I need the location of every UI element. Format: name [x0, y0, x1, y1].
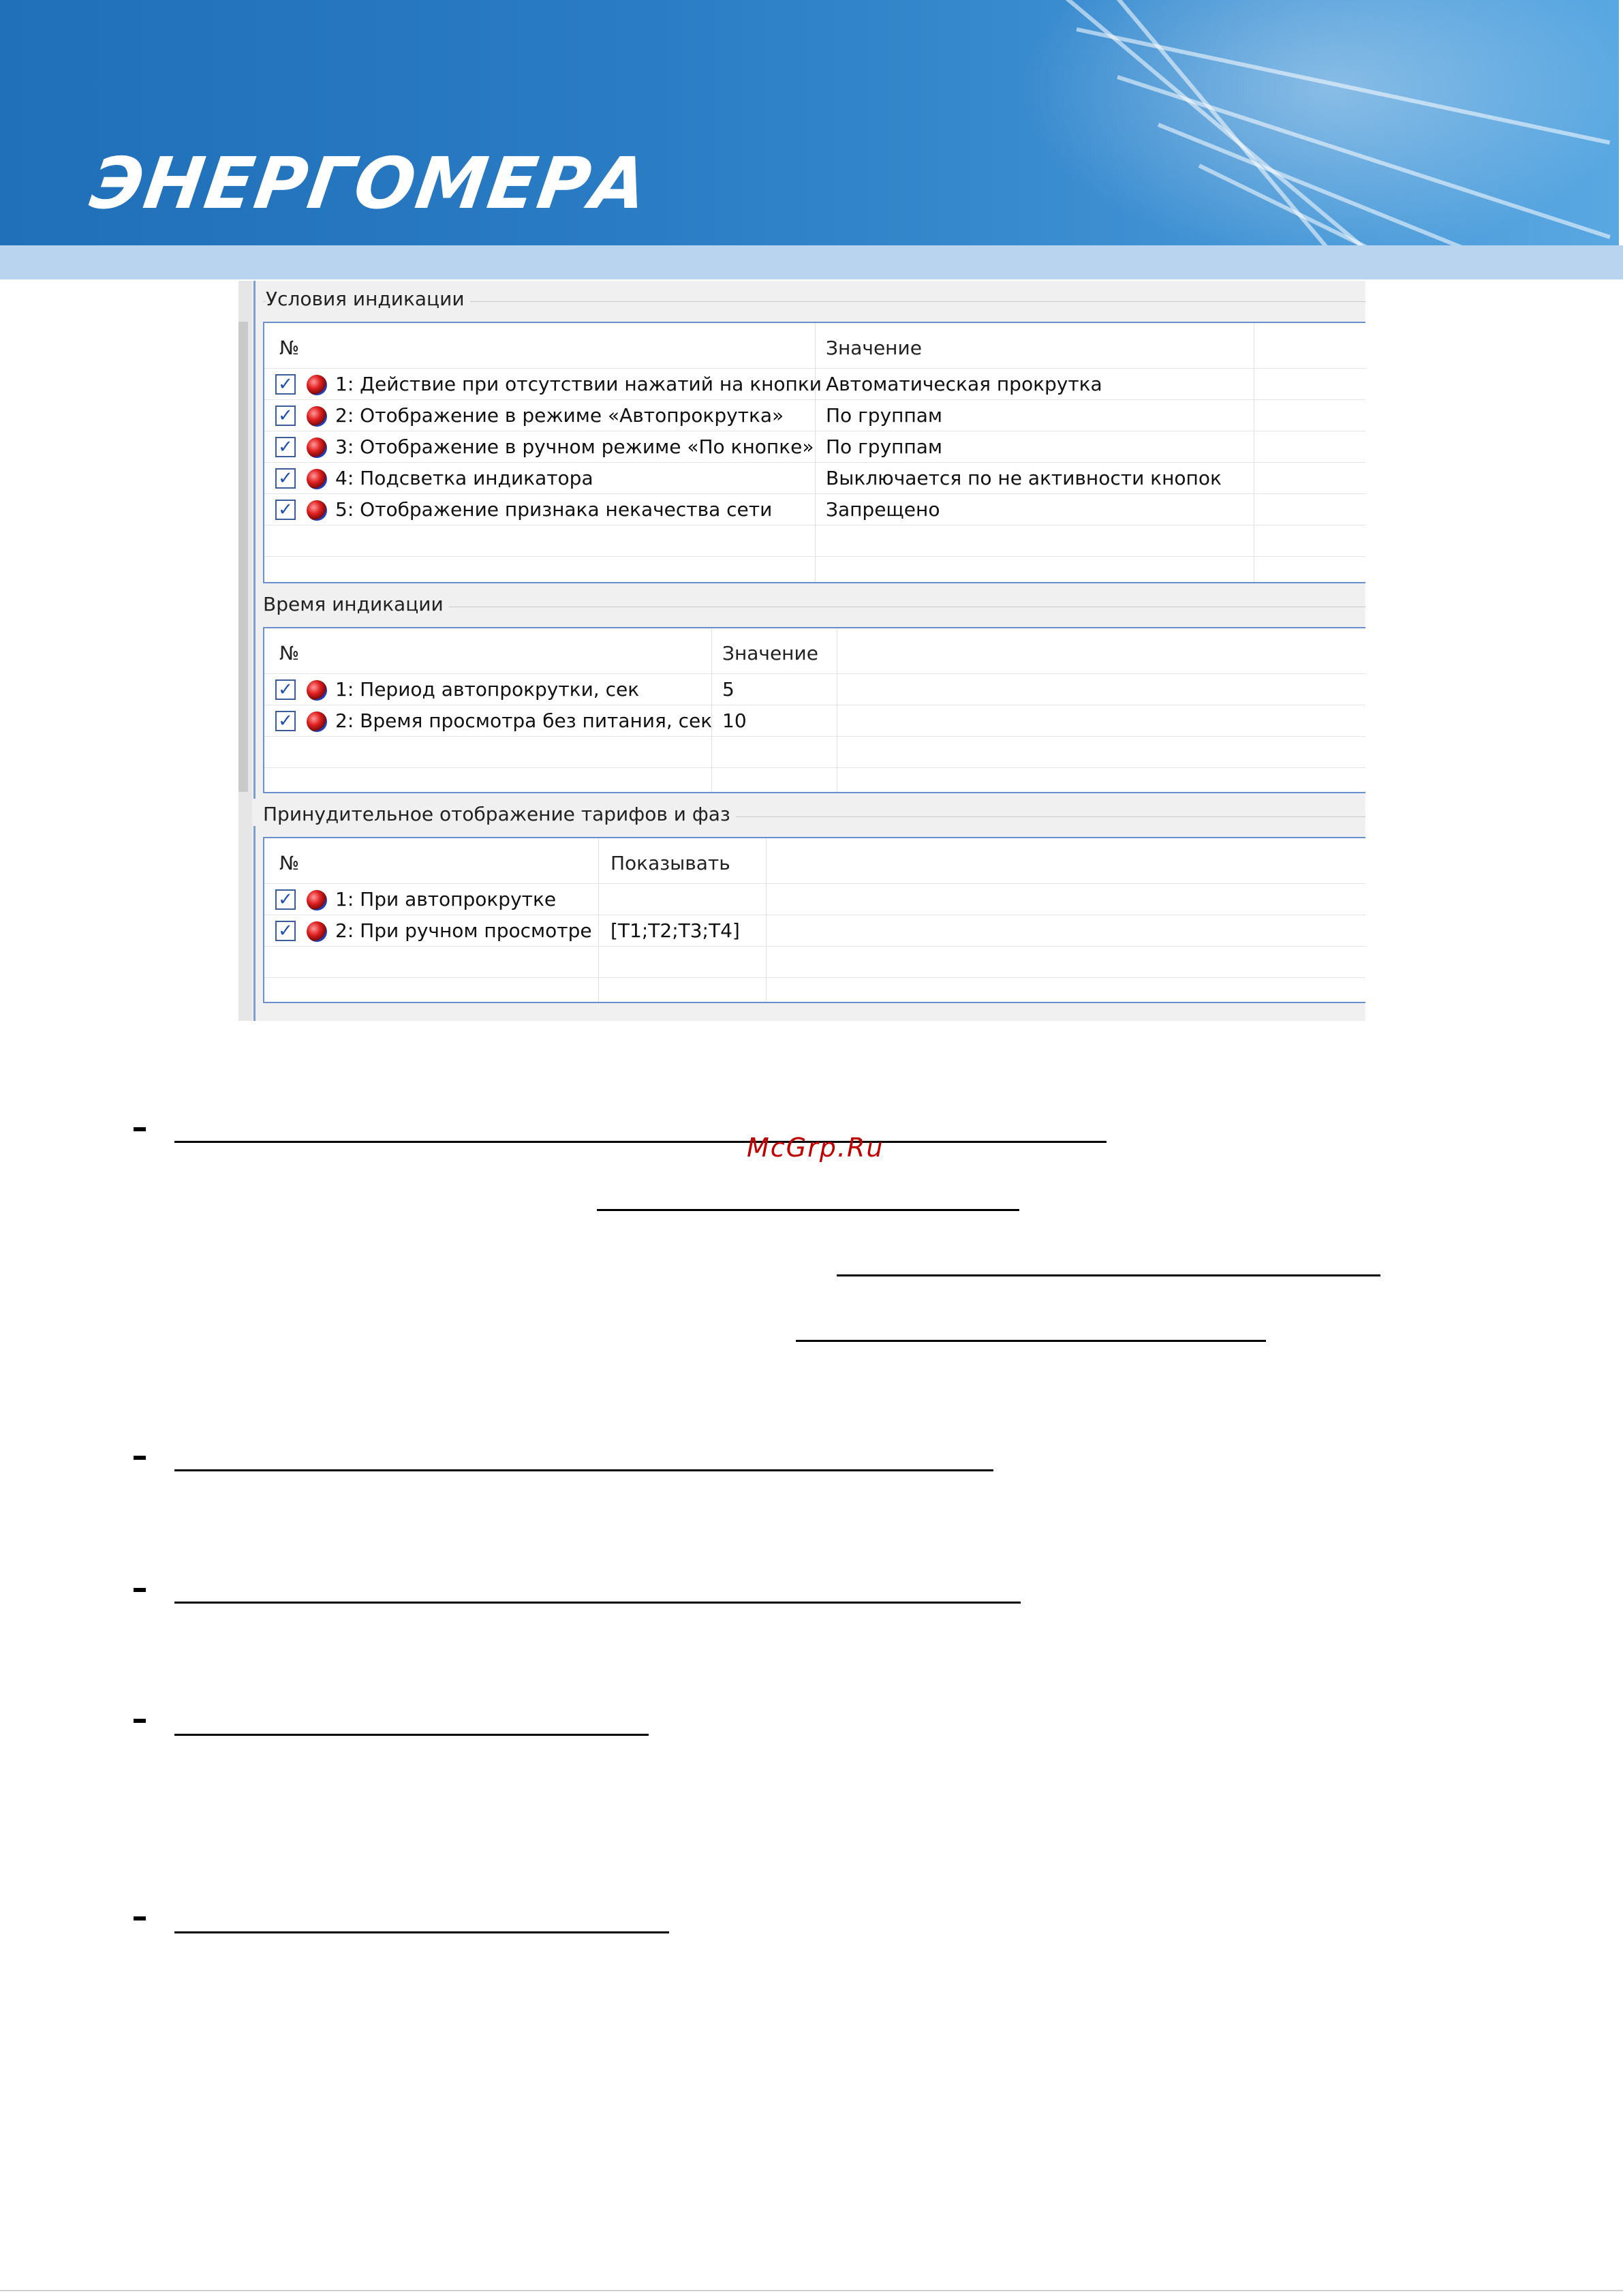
- row-label: 2: Время просмотра без питания, сек: [335, 709, 713, 732]
- company-logo: ЭНЕРГОМЕРА: [85, 142, 654, 225]
- status-ball-icon: [307, 680, 327, 701]
- settings-screenshot: [238, 281, 1365, 1021]
- column-header-no[interactable]: №: [279, 642, 300, 664]
- status-ball-icon: [307, 890, 327, 910]
- column-header-no[interactable]: №: [279, 852, 300, 874]
- row-value[interactable]: 10: [722, 709, 747, 732]
- table-row[interactable]: [264, 431, 1365, 463]
- row-value[interactable]: Автоматическая прокрутка: [826, 373, 1102, 395]
- row-value[interactable]: По группам: [826, 435, 943, 458]
- underline: [837, 1274, 1380, 1276]
- column-header-value[interactable]: Значение: [826, 337, 922, 359]
- row-checkbox[interactable]: ✓: [275, 405, 296, 426]
- header-banner: [0, 0, 1619, 245]
- status-ball-icon: [307, 406, 327, 427]
- row-label: 2: Отображение в режиме «Автопрокрутка»: [335, 404, 784, 427]
- status-ball-icon: [307, 500, 327, 521]
- row-value[interactable]: [T1;T2;T3;T4]: [610, 919, 740, 942]
- group-title: Принудительное отображение тарифов и фаз: [263, 803, 736, 825]
- row-label: 1: При автопрокрутке: [335, 888, 557, 910]
- scrollbar-thumb[interactable]: [238, 322, 248, 792]
- row-checkbox[interactable]: ✓: [275, 711, 296, 731]
- empty-row: [264, 946, 1365, 978]
- left-scrollbar[interactable]: [238, 281, 252, 1021]
- table-row[interactable]: [264, 883, 1365, 915]
- column-header-value[interactable]: Значение: [722, 642, 818, 664]
- group-indication-time: [263, 593, 1365, 613]
- row-checkbox[interactable]: ✓: [275, 374, 296, 395]
- grid-indication-conditions[interactable]: [263, 322, 1365, 583]
- group-forced-tariffs: [263, 803, 1365, 823]
- status-ball-icon: [307, 375, 327, 395]
- bullet-dash: [134, 1456, 146, 1460]
- table-row[interactable]: [264, 368, 1365, 400]
- grid-indication-time[interactable]: [263, 627, 1365, 793]
- row-value[interactable]: Выключается по не активности кнопок: [826, 467, 1222, 489]
- row-checkbox[interactable]: ✓: [275, 500, 296, 520]
- table-row[interactable]: [264, 705, 1365, 737]
- bullet-dash: [134, 1916, 146, 1920]
- frame-line: [253, 826, 256, 1021]
- row-checkbox[interactable]: ✓: [275, 921, 296, 941]
- status-ball-icon: [307, 438, 327, 458]
- bullet-dash: [134, 1127, 146, 1131]
- empty-row: [264, 525, 1365, 557]
- underline: [174, 1931, 669, 1933]
- table-row[interactable]: [264, 462, 1365, 494]
- bullet-dash: [134, 1719, 146, 1723]
- empty-row: [264, 556, 1365, 588]
- underline: [796, 1340, 1266, 1342]
- row-checkbox[interactable]: ✓: [275, 679, 296, 700]
- row-label: 2: При ручном просмотре: [335, 919, 592, 942]
- empty-row: [264, 736, 1365, 768]
- group-title: Время индикации: [263, 593, 449, 615]
- row-checkbox[interactable]: ✓: [275, 889, 296, 910]
- underline: [174, 1469, 993, 1471]
- row-value[interactable]: 5: [722, 678, 735, 701]
- table-row[interactable]: [264, 493, 1365, 525]
- table-row[interactable]: [264, 673, 1365, 705]
- table-row[interactable]: [264, 399, 1365, 431]
- group-indication-conditions: [263, 288, 1365, 308]
- header-stripe: [0, 245, 1623, 279]
- status-ball-icon: [307, 711, 327, 732]
- row-label: 1: Период автопрокрутки, сек: [335, 678, 640, 701]
- bullet-dash: [134, 1588, 146, 1592]
- column-header-show[interactable]: Показывать: [610, 852, 730, 874]
- status-ball-icon: [307, 921, 327, 942]
- row-label: 4: Подсветка индикатора: [335, 467, 593, 489]
- row-checkbox[interactable]: ✓: [275, 437, 296, 457]
- underline: [597, 1209, 1019, 1211]
- table-row[interactable]: [264, 915, 1365, 947]
- row-label: 5: Отображение признака некачества сети: [335, 498, 773, 521]
- frame-line: [253, 281, 256, 799]
- status-ball-icon: [307, 469, 327, 489]
- row-checkbox[interactable]: ✓: [275, 468, 296, 489]
- underline: [174, 1602, 1021, 1604]
- row-label: 1: Действие при отсутствии нажатий на кнопки: [335, 373, 822, 395]
- underline: [174, 1141, 1107, 1143]
- row-value[interactable]: По группам: [826, 404, 943, 427]
- row-label: 3: Отображение в ручном режиме «По кнопке»: [335, 435, 814, 458]
- grid-forced-tariffs[interactable]: [263, 837, 1365, 1003]
- page-bottom-border: [0, 2290, 1623, 2291]
- column-header-no[interactable]: №: [279, 337, 300, 359]
- group-title: Условия индикации: [266, 288, 470, 310]
- underline: [174, 1734, 649, 1736]
- empty-row: [264, 767, 1365, 799]
- empty-row: [264, 977, 1365, 1009]
- watermark: McGrp.Ru: [747, 1133, 884, 1163]
- row-value[interactable]: Запрещено: [826, 498, 940, 521]
